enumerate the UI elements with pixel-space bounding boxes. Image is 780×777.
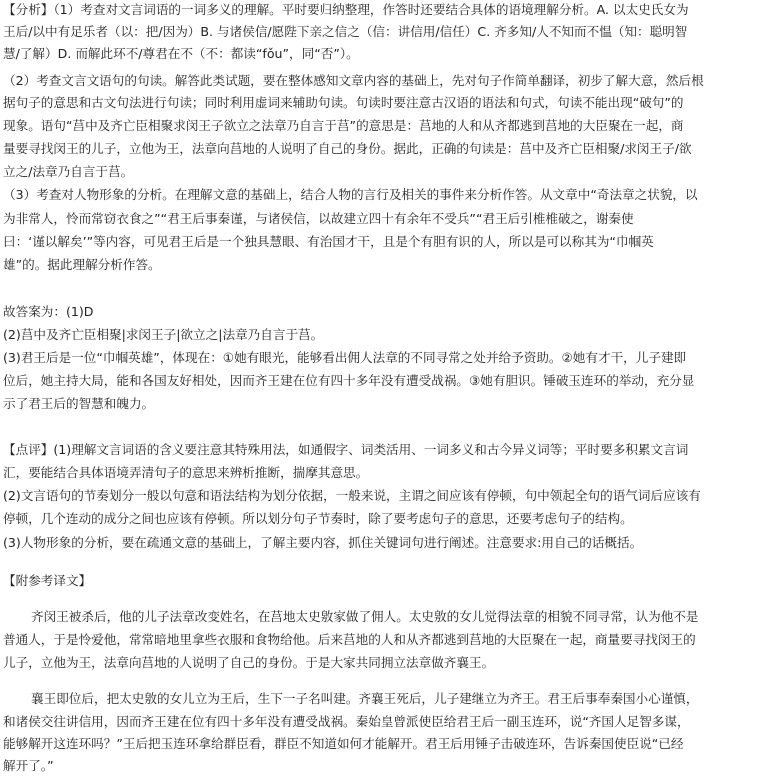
answer-line-4: 位后，她主持大局，能和各国友好相处，因而齐王建在位有四十多年没有遭受战祸。③她有胆识。锤破玉连环的举动，充分显 [3, 373, 695, 388]
answer-line-2: (2)莒中及齐亡臣相聚|求闵王子|欲立之|法章乃自言于莒。 [3, 327, 324, 342]
translation-heading: 【附参考译文】 [3, 573, 92, 588]
analysis-line-6: 现象。语句“莒中及齐亡臣相聚求闵王子欲立之法章乃自言于莒”的意思是：莒地的人和从齐都逃到莒地的大臣聚在一起，商 [3, 118, 684, 133]
answer-line-5: 示了君王后的智慧和魄力。 [3, 396, 155, 411]
comment-line-1: 【点评】(1)理解文言词语的含义要注意其特殊用法，如通假字、词类活用、一词多义和古今异义词等；平时要多积累文言词 [3, 442, 689, 457]
answer-line-1: 故答案为：(1)D [3, 304, 94, 319]
translation-p2-line-3: 能够解开这连环吗？”王后把玉连环拿给群臣看，群臣不知道如何才能解开。君王后用锤子击破连环，告诉秦国使臣说“已经 [3, 736, 684, 751]
answer-line-3: (3)君王后是一位“巾帼英雄”，体现在：①她有眼光，能够看出佣人法章的不同寻常之处并给予资助。②她有才干，儿子建即 [3, 350, 687, 365]
analysis-line-2: 王后/以中有足乐者（以：把/因为）B. 与诸侯信/愿陛下亲之信之（信：讲信用/信任）C. 齐多知/人不知而不愠（知：聪明智 [3, 24, 688, 39]
analysis-line-12: 雄”的。据此理解分析作答。 [3, 257, 161, 272]
translation-p2-line-4: 解开了。” [3, 758, 54, 773]
translation-p1-line-1: 齐闵王被杀后，他的儿子法章改变姓名，在莒地太史敫家做了佣人。太史敫的女儿觉得法章的相貌不同寻常，认为他不是 [31, 609, 699, 624]
analysis-line-5: 据句子的意思和古文句法进行句读；同时利用虚词来辅助句读。句读时要注意古汉语的语法和句式，句读不能出现“破句”的 [3, 95, 684, 110]
analysis-line-1: 【分析】（1）考查对文言词语的一词多义的理解。平时要归纳整理，作答时还要结合具体的语境理解分析。A. 以太史氏女为 [3, 2, 689, 17]
comment-line-3: (2)文言语句的节奏划分一般以句意和语法结构为划分依据，一般来说，主谓之间应该有停顿，句中领起全句的语气词后应该有 [3, 488, 701, 503]
analysis-line-10: 为非常人，怜而常窃衣食之”“君王后事秦谨，与诸侯信，以故建立四十有余年不受兵”“君王后引椎椎破之，谢秦使 [3, 211, 634, 226]
comment-line-4: 停顿，几个连动的成分之间也应该有停顿。所以划分句子节奏时，除了要考虑句子的意思，还要考虑句子的结构。 [3, 511, 633, 526]
comment-line-2: 汇，要能结合具体语境弄清句子的意思来辨析推断，揣摩其意思。 [3, 465, 369, 480]
analysis-line-9: （3）考查对人物形象的分析。在理解文意的基础上，结合人物的言行及相关的事件来分析作答。从文章中“奇法章之状貌，以 [3, 187, 698, 202]
analysis-line-11: 曰：‘谨以解矣’”等内容，可见君王后是一个独具慧眼、有治国才干，且是个有胆有识的人，所以是可以称其为“巾帼英 [3, 234, 654, 249]
analysis-line-8: 立之/法章乃自言于莒。 [3, 164, 134, 179]
translation-p1-line-3: 儿子，立他为王，法章向莒地的人说明了自己的身份。于是大家共同拥立法章做齐襄王。 [3, 655, 495, 670]
comment-line-5: (3)人物形象的分析，要在疏通文意的基础上，了解主要内容，抓住关键词句进行阐述。注意要求:用自己的话概括。 [3, 535, 643, 550]
translation-p2-line-1: 襄王即位后，把太史敫的女儿立为王后，生下一子名叫建。齐襄王死后，儿子建继立为齐王。君王后事奉秦国小心谨慎， [31, 691, 699, 706]
translation-p1-line-2: 普通人，于是怜爱他，常常暗地里拿些衣服和食物给他。后来莒地的人和从齐都逃到莒地的大臣聚在一起，商量要寻找闵王的 [3, 632, 696, 647]
analysis-line-4: （2）考查文言文语句的句读。解答此类试题，要在整体感知文章内容的基础上，先对句子作简单翻译，初步了解大意，然后根 [3, 73, 704, 88]
analysis-line-3: 慧/了解）D. 而解此环不/尊君在不（不：都读“fǒu”，同“否”）。 [3, 46, 359, 61]
analysis-line-7: 量要寻找闵王的儿子，立他为王，法章向莒地的人说明了自己的身份。据此，正确的句读是：莒中及齐亡臣相聚/求闵王子/欲 [3, 141, 692, 156]
translation-p2-line-2: 和诸侯交往讲信用，因而齐王建在位有四十多年没有遭受战祸。秦始皇曾派使臣给君王后一副玉连环，说“齐国人足智多谋， [3, 714, 690, 729]
